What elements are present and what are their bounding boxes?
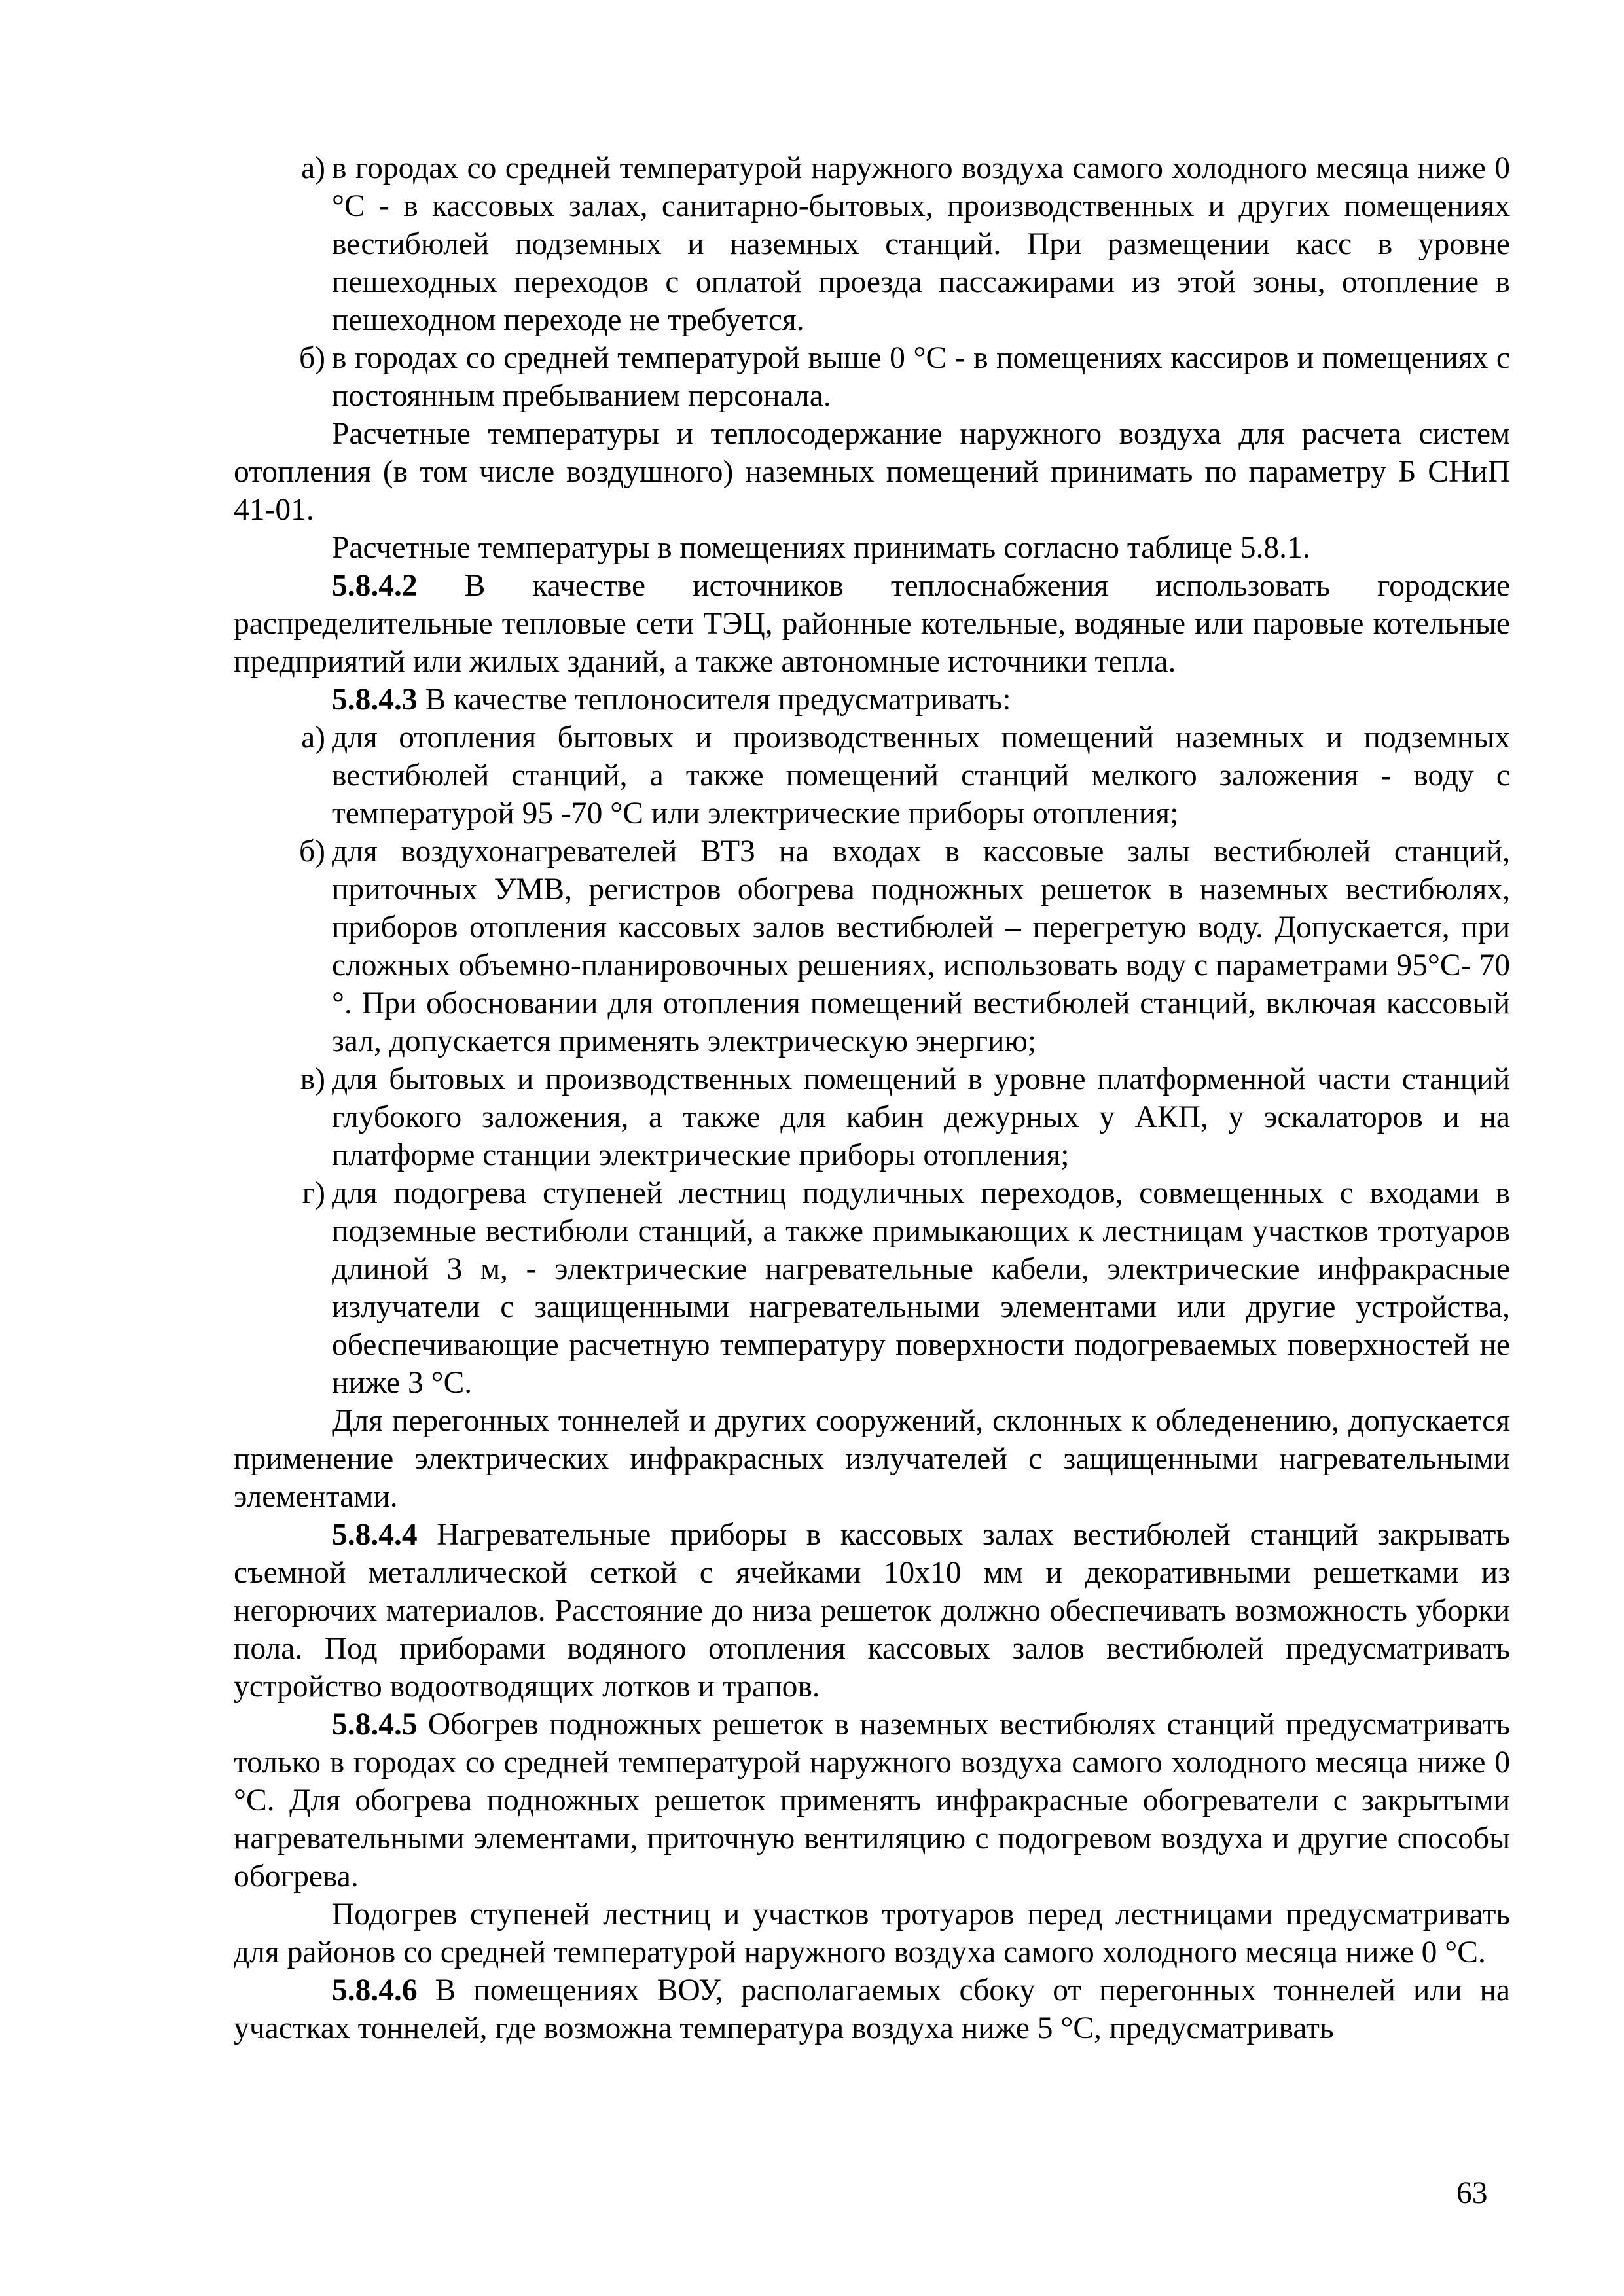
section-text: В качестве источников теплоснабжения использовать городские распределительные тепловые сети ТЭЦ, районные котельные, водяные или паровые котельные предприятий или жилых зданий, а также автономные источники тепла. xyxy=(234,569,1510,679)
list-item xyxy=(234,339,1510,415)
section-number: 5.8.4.6 xyxy=(332,1973,418,2007)
list-item xyxy=(234,719,1510,833)
list-marker: б) xyxy=(299,834,325,869)
section-number: 5.8.4.5 xyxy=(332,1708,418,1742)
section-text: Нагревательные приборы в кассовых залах вестибюлей станций закрывать съемной металлической сеткой с ячейками 10х10 мм и декоративными решетками из негорючих материалов. Расстояние до низа решеток должно обеспечивать возможность уборки пола. Под приборами водяного отопления кассовых залов вестибюлей предусматривать устройство водоотводящих лотков и трапов. xyxy=(234,1518,1510,1704)
document-body xyxy=(234,149,1510,2047)
list-item-text: для отопления бытовых и производственных помещений наземных и подземных вестибюлей станций, а также помещений станций мелкого заложения - воду с температурой 95 -70 °С или электрические приборы отопления; xyxy=(332,721,1510,831)
section-text: В качестве теплоносителя предусматривать: xyxy=(417,683,1011,717)
list-marker: б) xyxy=(299,341,325,375)
list-item-text: для бытовых и производственных помещений в уровне платформенной части станций глубокого заложения, а также для кабин дежурных у АКП, у эскалаторов и на платформе станции электрические приборы отопления; xyxy=(332,1062,1510,1172)
paragraph-design-temps-outdoor: Расчетные температуры и теплосодержание наружного воздуха для расчета систем отопления (в том числе воздушного) наземных помещений принимать по параметру Б СНиП 41-01. xyxy=(234,417,1510,527)
list-marker: г) xyxy=(302,1176,325,1210)
section-number: 5.8.4.4 xyxy=(332,1518,418,1552)
section-5-8-4-2 xyxy=(234,567,1510,681)
section-text: Обогрев подножных решеток в наземных вестибюлях станций предусматривать только в городах со средней температурой наружного воздуха самого холодного месяца ниже 0 °С. Для обогрева подножных решеток применять инфракрасные обогреватели с закрытыми нагревательными элементами, приточную вентиляцию с подогревом воздуха и другие способы обогрева. xyxy=(234,1708,1510,1893)
list-marker: а) xyxy=(301,721,325,755)
list-item-text: в городах со средней температурой наружного воздуха самого холодного месяца ниже 0 °С - в кассовых залах, санитарно-бытовых, производственных и других помещениях вестибюлей подземных и наземных станций. При размещении касс в уровне пешеходных переходов с оплатой проезда пассажирами из этой зоны, отопление в пешеходном переходе не требуется. xyxy=(332,151,1510,337)
list-marker: а) xyxy=(301,151,325,185)
paragraph-design-temps-indoor: Расчетные температуры в помещениях принимать согласно таблице 5.8.1. xyxy=(332,531,1310,565)
section-text: В помещениях ВОУ, располагаемых сбоку от перегонных тоннелей или на участках тоннелей, где возможна температура воздуха ниже 5 °С, предусматривать xyxy=(234,1973,1510,2045)
list-marker: в) xyxy=(300,1062,325,1096)
page-number: 63 xyxy=(1456,2176,1488,2210)
paragraph-stairs: Подогрев ступеней лестниц и участков тротуаров перед лестницами предусматривать для районов со средней температурой наружного воздуха самого холодного месяца ниже 0 °С. xyxy=(234,1897,1510,1969)
section-5-8-4-6 xyxy=(234,1971,1510,2047)
list-item-text: для подогрева ступеней лестниц подуличных переходов, совмещенных с входами в подземные вестибюли станций, а также примыкающих к лестницам участков тротуаров длиной 3 м, - электрические нагревательные кабели, электрические инфракрасные излучатели с защищенными нагревательными элементами или другие устройства, обеспечивающие расчетную температуру поверхности подогреваемых поверхностей не ниже 3 °С. xyxy=(332,1176,1510,1400)
list-item xyxy=(234,833,1510,1060)
list-item xyxy=(234,1060,1510,1174)
section-5-8-4-3 xyxy=(234,681,1510,719)
section-5-8-4-5 xyxy=(234,1706,1510,1895)
list-item xyxy=(234,149,1510,339)
paragraph-tunnels: Для перегонных тоннелей и других сооружений, склонных к обледенению, допускается применение электрических инфракрасных излучателей с защищенными нагревательными элементами. xyxy=(234,1404,1510,1514)
list-item-text: в городах со средней температурой выше 0 °С - в помещениях кассиров и помещениях с постоянным пребыванием персонала. xyxy=(332,341,1510,413)
section-5-8-4-4 xyxy=(234,1516,1510,1706)
list-item xyxy=(234,1174,1510,1402)
section-number: 5.8.4.2 xyxy=(332,569,418,603)
section-number: 5.8.4.3 xyxy=(332,683,418,717)
list-item-text: для воздухонагревателей ВТЗ на входах в кассовые залы вестибюлей станций, приточных УМВ, регистров обогрева подножных решеток в наземных вестибюлях, приборов отопления кассовых залов вестибюлей – перегретую воду. Допускается, при сложных объемно-планировочных решениях, использовать воду с параметрами 95°С- 70 °. При обосновании для отопления помещений вестибюлей станций, включая кассовый зал, допускается применять электрическую энергию; xyxy=(332,834,1510,1058)
